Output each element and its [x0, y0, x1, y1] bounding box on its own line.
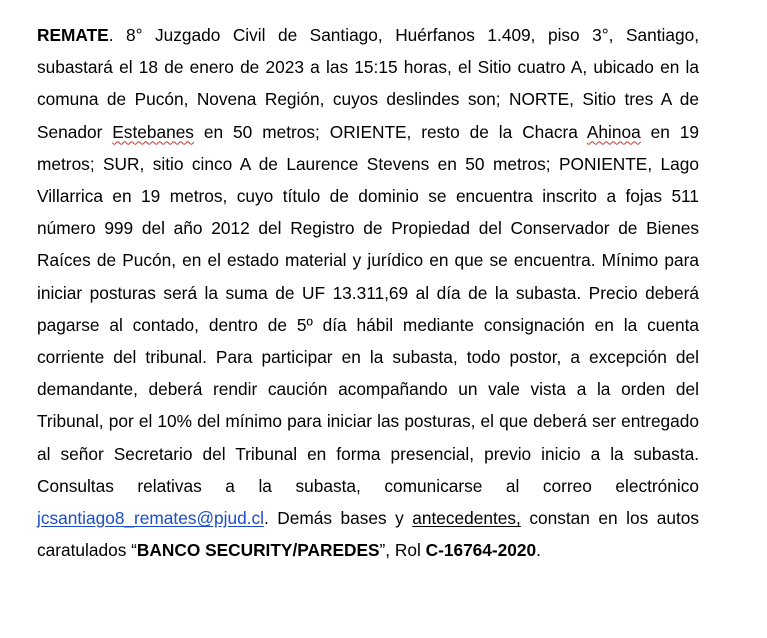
notice-text-2: en 50 metros; ORIENTE, resto de la Chacra [193, 121, 587, 142]
spellcheck-word-ahinoa[interactable]: Ahinoa [586, 121, 641, 142]
antecedentes-word: antecedentes, [412, 508, 521, 529]
spellcheck-word-estebanes[interactable]: Estebanes [112, 121, 194, 142]
case-rol: C-16764-2020 [425, 540, 537, 561]
notice-text-7: . [536, 540, 541, 561]
notice-text-6: ”, Rol [379, 540, 426, 561]
notice-text-5: constan en los autos caratulados “ [37, 508, 699, 561]
notice-heading: REMATE [37, 25, 109, 45]
email-link[interactable]: jcsantiago8_remates@pjud.cl [37, 508, 264, 529]
notice-text-4: . Demás bases y [263, 508, 413, 529]
notice-text-1: . 8° Juzgado Civil de Santiago, Huérfanos 1.409, piso 3°, Santiago, subastará el 18 de enero de 2023 a las 15:15 horas, el Sitio cuatro A, ubicado en la comuna de Pucón, Novena Región, cuyos deslindes son; NORTE, Sitio tres A de Senador [37, 25, 699, 142]
notice-text-3: en 19 metros; SUR, sitio cinco A de Laurence Stevens en 50 metros; PONIENTE, Lago Villarrica en 19 metros, cuyo título de dominio se encuentra inscrito a fojas 511 número 999 del año 2012 del Registro de Propiedad del Conservador de Bienes Raíces de Pucón, en el estado material y jurídico en que se encuentra. Mínimo para iniciar posturas será la suma de UF 13.311,69 al día de la subasta. Precio deberá pagarse al contado, dentro de 5º día hábil mediante consignación en la cuenta corriente del tribunal. Para participar en la subasta, todo postor, a excepción del demandante, deberá rendir caución acompañando un vale vista a la orden del Tribunal, por el 10% del mínimo para iniciar las posturas, el que deberá ser entregado al señor Secretario del Tribunal en forma presencial, previo inicio a la subasta. Consultas relativas a la subasta, comunicarse al correo electrónico [37, 121, 700, 496]
case-title: BANCO SECURITY/PAREDES [136, 540, 380, 561]
auction-notice-paragraph [37, 19, 699, 566]
